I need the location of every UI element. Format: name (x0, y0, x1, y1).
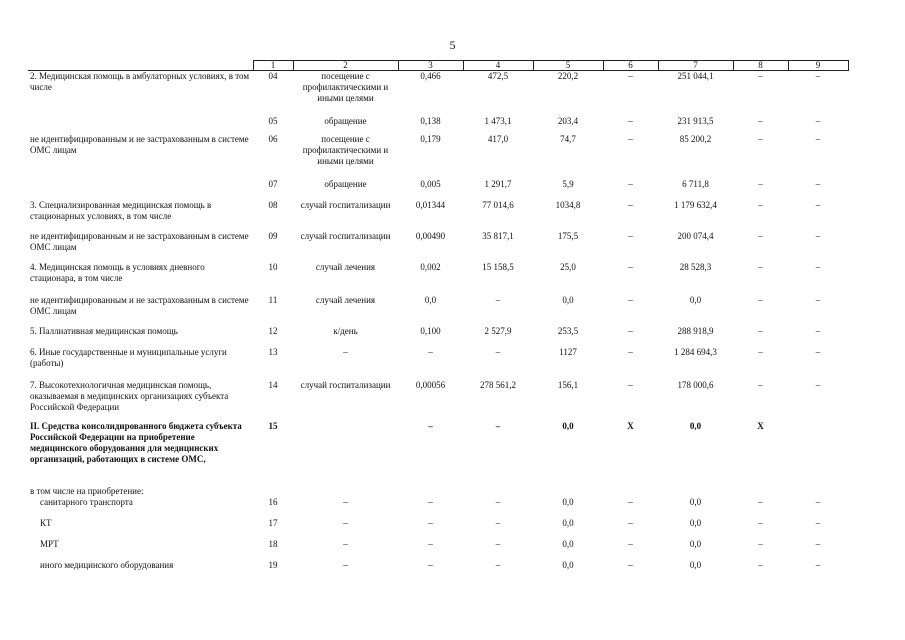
row-unit: случай госпитализации (300, 200, 391, 210)
cell-col7: 28 528,3 (679, 262, 712, 272)
cell-col4: 278 561,2 (480, 380, 516, 390)
row-unit: посещение с профилактическими и иными целями (302, 134, 389, 166)
cell-col9: – (815, 560, 821, 570)
row-code (253, 486, 293, 497)
cell-col4: 15 158,5 (482, 262, 514, 272)
cell-col6: – (628, 262, 633, 272)
cell-col3 (398, 486, 463, 497)
row-unit: случай лечения (315, 262, 376, 272)
cell-col7: 0,0 (689, 518, 702, 528)
column-number-row (28, 61, 848, 71)
cell-col8: – (758, 518, 763, 528)
row-unit: – (343, 539, 348, 549)
row-code: 06 (268, 134, 278, 144)
cell-col8: – (758, 116, 763, 126)
cell-col8: – (758, 347, 763, 357)
cell-col8: – (758, 200, 763, 210)
cell-col9: – (815, 347, 821, 357)
table-row (28, 497, 848, 518)
cell-col5: 5,9 (562, 179, 574, 189)
cell-col9: – (815, 497, 821, 507)
cell-col6: – (628, 380, 633, 390)
cell-col8 (733, 486, 788, 497)
row-code: 18 (268, 539, 278, 549)
cell-col3: – (428, 497, 433, 507)
cell-col4 (463, 486, 533, 497)
column-number: 5 (533, 61, 603, 71)
cell-col8: – (758, 231, 763, 241)
cell-col6: – (628, 116, 633, 126)
cell-col8: – (758, 71, 763, 81)
column-number: 1 (253, 61, 293, 71)
cell-col3: 0,01344 (415, 200, 446, 210)
cell-col8: – (758, 295, 763, 305)
cell-col6: – (628, 200, 633, 210)
table-row (28, 200, 848, 231)
cell-col6 (603, 486, 658, 497)
cell-col4: – (495, 560, 501, 570)
cell-col7: 288 918,9 (677, 326, 714, 336)
cell-col9: – (815, 326, 821, 336)
cell-col5: 0,0 (562, 560, 574, 570)
row-name: не идентифицированным и не застрахованным в системе ОМС лицам (30, 231, 249, 252)
cell-col4: – (495, 518, 501, 528)
cell-col7: 0,0 (689, 421, 702, 431)
cell-col9: – (815, 200, 821, 210)
row-name: II. Средства консолидированного бюджета субъекта Российской Федерации на приобретение медицинского оборудования для медицинских организаций, работающих в системе ОМС, (30, 421, 242, 464)
cell-col3: 0,002 (420, 262, 441, 272)
cell-col3: 0,179 (420, 134, 441, 144)
cell-col5: 74,7 (560, 134, 576, 144)
row-code: 12 (268, 326, 278, 336)
cell-col8: – (758, 539, 763, 549)
cell-col9 (788, 486, 848, 497)
row-name: 7. Высокотехнологичная медицинская помощь, оказываемая в медицинских организациях субъекта Российской Федерации (30, 380, 229, 412)
cell-col7: 0,0 (689, 539, 702, 549)
column-number: 9 (788, 61, 848, 71)
cell-col6: – (628, 295, 633, 305)
cell-col3: – (428, 518, 433, 528)
cell-col9: – (815, 380, 821, 390)
cell-col3: 0,0 (424, 295, 437, 305)
row-unit: случай госпитализации (300, 231, 391, 241)
row-unit: – (343, 347, 348, 357)
row-code: 11 (268, 295, 278, 305)
row-unit: к/день (333, 326, 358, 336)
cell-col5: 1127 (559, 347, 577, 357)
cell-col7: 1 284 694,3 (674, 347, 717, 357)
cell-col4: 1 473,1 (484, 116, 512, 126)
cell-col4: 1 291,7 (484, 179, 512, 189)
row-code: 14 (268, 380, 278, 390)
column-number: 3 (398, 61, 463, 71)
cell-col7: 0,0 (689, 560, 702, 570)
cell-col7 (658, 486, 733, 497)
cell-col9: – (815, 71, 821, 81)
cell-col3: 0,466 (420, 71, 441, 81)
table-row (28, 179, 848, 200)
cell-col8: – (758, 326, 763, 336)
cell-col5: 0,0 (562, 497, 574, 507)
cell-col6: – (628, 347, 633, 357)
cell-col5: 25,0 (560, 262, 576, 272)
cell-col5 (533, 486, 603, 497)
row-name (28, 116, 253, 134)
row-name: 4. Медицинская помощь в условиях дневного стационара, в том числе (30, 262, 205, 283)
row-name: 5. Паллиативная медицинская помощь (30, 326, 178, 336)
cell-col6: – (628, 560, 633, 570)
cell-col9: – (815, 262, 821, 272)
cell-col5: 0,0 (562, 539, 574, 549)
cell-col7: 1 179 632,4 (674, 200, 717, 210)
cell-col7: 0,0 (689, 295, 702, 305)
cell-col7: 178 000,6 (677, 380, 714, 390)
cell-col4: – (495, 347, 501, 357)
row-code: 09 (268, 231, 278, 241)
row-name: 3. Специализированная медицинская помощь в стационарных условиях, в том числе (30, 200, 212, 221)
row-name: 2. Медицинская помощь в амбулаторных условиях, в том числе (30, 71, 250, 92)
cell-col3: – (428, 560, 433, 570)
row-name: не идентифицированным и не застрахованным в системе ОМС лицам (30, 295, 249, 316)
cell-col5: 203,4 (557, 116, 579, 126)
cell-col4: – (495, 421, 501, 431)
cell-col5: 220,2 (557, 71, 579, 81)
row-code: 16 (268, 497, 278, 507)
cell-col5: 0,0 (562, 295, 574, 305)
row-code: 05 (268, 116, 278, 126)
table-row (28, 295, 848, 326)
row-name (28, 179, 253, 200)
table-row (28, 560, 848, 573)
cell-col5: 253,5 (557, 326, 579, 336)
cell-col3: 0,00056 (415, 380, 446, 390)
table-row (28, 262, 848, 295)
table-row (28, 486, 848, 497)
cell-col8: – (758, 262, 763, 272)
cell-col7: 85 200,2 (679, 134, 712, 144)
cell-col6: – (628, 326, 633, 336)
cell-col6: – (628, 231, 633, 241)
cell-col5: 0,0 (562, 421, 574, 431)
table-row (28, 380, 848, 421)
cell-col9: – (815, 539, 821, 549)
row-code: 15 (268, 421, 278, 431)
column-number: 8 (733, 61, 788, 71)
table-row (28, 539, 848, 560)
cell-col4: 417,0 (487, 134, 509, 144)
row-name: иного медицинского оборудования (40, 560, 174, 570)
cell-col8: X (757, 421, 764, 431)
cell-col7: 6 711,8 (682, 179, 709, 189)
cell-col9 (788, 421, 848, 486)
cell-col5: 0,0 (562, 518, 574, 528)
row-unit: случай госпитализации (300, 380, 391, 390)
cell-col9: – (815, 134, 821, 144)
column-number: 4 (463, 61, 533, 71)
row-name: не идентифицированным и не застрахованным в системе ОМС лицам (30, 134, 249, 155)
row-name: КТ (40, 518, 52, 528)
table-row (28, 347, 848, 380)
row-unit: – (343, 518, 348, 528)
table-row (28, 71, 848, 117)
column-number: 6 (603, 61, 658, 71)
row-name: МРТ (40, 539, 59, 549)
row-unit (293, 421, 398, 486)
row-unit: – (343, 497, 348, 507)
cell-col7: 200 074,4 (677, 231, 714, 241)
cell-col6: X (627, 421, 634, 431)
row-unit: случай лечения (315, 295, 376, 305)
cell-col3: 0,00490 (415, 231, 446, 241)
cell-col4: – (495, 539, 501, 549)
cell-col4: 472,5 (487, 71, 509, 81)
row-unit: – (343, 560, 348, 570)
cell-col6: – (628, 71, 633, 81)
row-code: 19 (268, 560, 278, 570)
cell-col5: 156,1 (557, 380, 579, 390)
cell-col3: 0,138 (420, 116, 441, 126)
row-code: 07 (268, 179, 278, 189)
cell-col9: – (815, 116, 821, 126)
cell-col8: – (758, 497, 763, 507)
cell-col9: – (815, 179, 821, 189)
table-row (28, 116, 848, 134)
cell-col9: – (815, 231, 821, 241)
cell-col7: 0,0 (689, 497, 702, 507)
table-row (28, 134, 848, 179)
cell-col6: – (628, 497, 633, 507)
row-name: 6. Иные государственные и муниципальные услуги (работы) (30, 347, 227, 368)
cell-col3: – (428, 421, 433, 431)
cell-col4: 35 817,1 (482, 231, 514, 241)
cell-col6: – (628, 518, 633, 528)
row-unit: обращение (324, 116, 367, 126)
row-unit: обращение (324, 179, 367, 189)
cell-col4: 77 014,6 (482, 200, 514, 210)
cell-col7: 251 044,1 (677, 71, 714, 81)
cell-col8: – (758, 179, 763, 189)
cell-col8: – (758, 380, 763, 390)
table-row (28, 518, 848, 539)
cell-col8: – (758, 134, 763, 144)
row-code: 10 (268, 262, 278, 272)
cell-col3: – (428, 539, 433, 549)
cell-col7: 231 913,5 (677, 116, 714, 126)
column-number: 2 (293, 61, 398, 71)
row-name: санитарного транспорта (40, 497, 133, 507)
table-row (28, 326, 848, 347)
cell-col4: – (495, 295, 501, 305)
cell-col3: – (428, 347, 433, 357)
row-unit (293, 486, 398, 497)
row-name: в том числе на приобретение: (30, 486, 144, 496)
cell-col4: – (495, 497, 501, 507)
row-code: 13 (268, 347, 278, 357)
cell-col8: – (758, 560, 763, 570)
cell-col6: – (628, 179, 633, 189)
cell-col3: 0,005 (420, 179, 441, 189)
cell-col5: 175,5 (557, 231, 579, 241)
cell-col5: 1034,8 (555, 200, 581, 210)
table-row (28, 231, 848, 262)
row-unit: посещение с профилактическими и иными целями (302, 71, 389, 103)
cell-col3: 0,100 (420, 326, 441, 336)
table-row (28, 421, 848, 486)
row-code: 04 (268, 71, 278, 81)
cell-col4: 2 527,9 (484, 326, 512, 336)
data-table (28, 60, 849, 573)
row-code: 17 (268, 518, 278, 528)
cell-col6: – (628, 539, 633, 549)
cell-col6: – (628, 134, 633, 144)
header-blank-cell (28, 61, 253, 71)
cell-col9: – (815, 518, 821, 528)
page-number: 5 (449, 38, 456, 52)
row-code: 08 (268, 200, 278, 210)
column-number: 7 (658, 61, 733, 71)
cell-col9: – (815, 295, 821, 305)
